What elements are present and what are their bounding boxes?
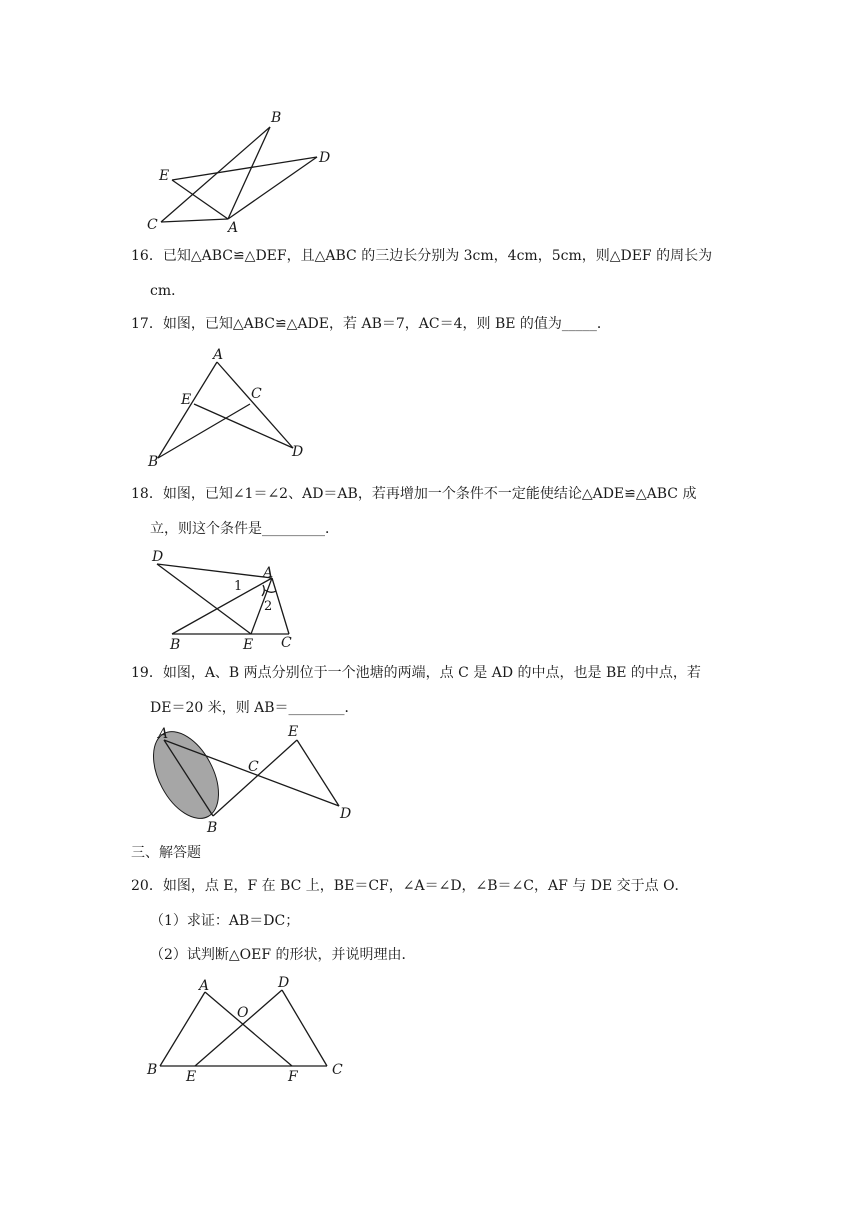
label-E: E — [181, 392, 192, 408]
q16-line2: cm． — [150, 283, 186, 299]
figure-q18 — [140, 545, 310, 655]
q20-part1: （1）求证：AB＝DC； — [150, 913, 300, 929]
label-C: C — [332, 1062, 343, 1078]
label-B: B — [170, 637, 181, 653]
q18-line2: 立，则这个条件是_________． — [150, 521, 339, 537]
label-C: C — [248, 759, 259, 775]
label-D: D — [340, 806, 352, 822]
label-E: E — [186, 1069, 197, 1085]
label-B: B — [147, 1062, 158, 1078]
label-angle-1: 1 — [234, 579, 243, 594]
label-F: F — [288, 1069, 298, 1085]
q18-line1: 18．如图，已知∠1＝∠2、AD＝AB，若再增加一个条件不一定能使结论△ADE≌△ABC 成 — [131, 486, 697, 502]
figure-q17 — [140, 345, 320, 470]
label-D: D — [292, 444, 304, 460]
q20-line1: 20．如图，点 E，F 在 BC 上，BE＝CF，∠A＝∠D，∠B＝∠C，AF 与 DE 交于点 O． — [131, 878, 689, 894]
label-B: B — [148, 454, 159, 470]
label-C: C — [251, 386, 262, 402]
q19-line2: DE＝20 米，则 AB＝________． — [150, 700, 359, 716]
label-C: C — [147, 217, 158, 233]
label-E: E — [243, 637, 254, 653]
label-A: A — [158, 726, 169, 742]
label-B: B — [207, 820, 218, 836]
label-D: D — [278, 975, 290, 991]
label-C: C — [281, 635, 292, 651]
label-E: E — [159, 168, 170, 184]
label-O: O — [237, 1005, 249, 1021]
label-A: A — [263, 565, 274, 581]
label-A: A — [228, 220, 239, 236]
section-header-answers: 三、解答题 — [131, 845, 201, 861]
q19-line1: 19．如图，A、B 两点分别位于一个池塘的两端，点 C 是 AD 的中点，也是 BE 的中点，若 — [131, 665, 701, 681]
label-A: A — [213, 347, 224, 363]
label-A: A — [199, 978, 210, 994]
label-B: B — [271, 110, 282, 126]
label-E: E — [288, 724, 299, 740]
q17-line1: 17．如图，已知△ABC≌△ADE，若 AB＝7，AC＝4，则 BE 的值为_____． — [131, 316, 611, 332]
q16-line1: 16．已知△ABC≌△DEF，且△ABC 的三边长分别为 3cm，4cm，5cm，则△DEF 的周长为 — [131, 248, 713, 264]
figure-q19 — [140, 722, 360, 837]
label-D: D — [319, 150, 331, 166]
figure-q20 — [140, 968, 360, 1083]
label-angle-2: 2 — [264, 599, 273, 614]
figure-q15 — [140, 105, 340, 235]
label-D: D — [152, 549, 164, 565]
q20-part2: （2）试判断△OEF 的形状，并说明理由． — [150, 947, 416, 963]
